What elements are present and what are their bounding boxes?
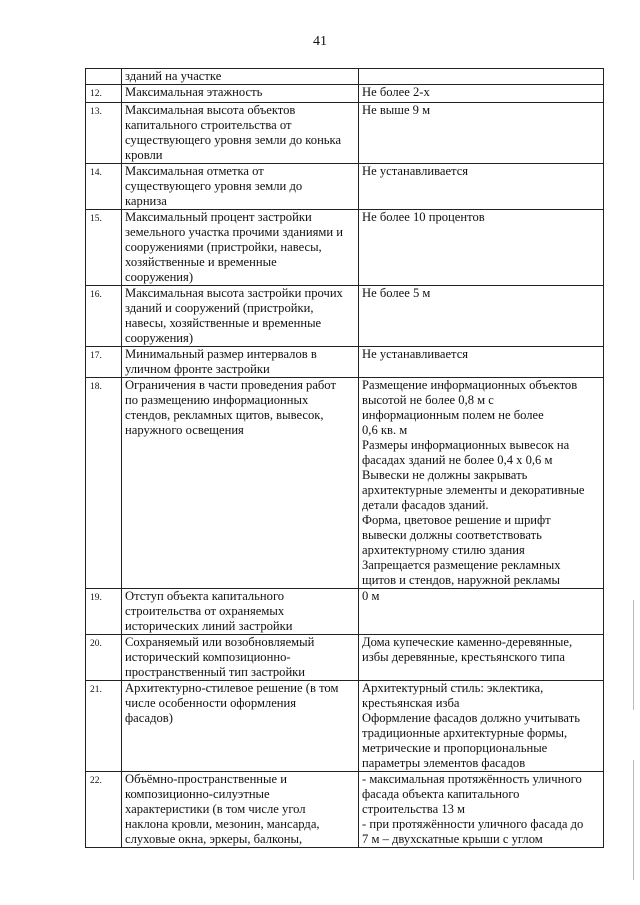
- table-row: [86, 210, 604, 286]
- parameter-text: зданий на участке: [125, 69, 222, 83]
- value-cell: [359, 772, 604, 848]
- value-text: Дома купеческие каменно-деревянные, избы деревянные, крестьянского типа: [362, 635, 573, 664]
- value-text: Не более 10 процентов: [362, 210, 485, 224]
- parameter-text: Ограничения в части проведения работ по размещению информационных стендов, рекламных щитов, вывесок, наружного освещения: [125, 378, 336, 437]
- table-row: [86, 772, 604, 848]
- value-text: - максимальная протяжённость уличного фасада объекта капитального строительства 13 м - при протяжённости уличного фасада до 7 м – двухскатные крыши с углом: [362, 772, 584, 846]
- value-cell: [359, 635, 604, 681]
- value-text: Не устанавливается: [362, 164, 469, 178]
- table-row: [86, 85, 604, 103]
- table-row: [86, 681, 604, 772]
- parameter-text: Максимальная высота застройки прочих зданий и сооружений (пристройки, навесы, хозяйственные и временные сооружения): [125, 286, 343, 345]
- parameter-cell: [122, 85, 359, 103]
- row-number: [86, 69, 122, 85]
- value-cell: [359, 286, 604, 347]
- row-number: 15.: [86, 210, 122, 286]
- value-cell: [359, 589, 604, 635]
- parameter-cell: [122, 210, 359, 286]
- page-number: 41: [313, 34, 327, 49]
- row-number: 14.: [86, 164, 122, 210]
- table-row: [86, 347, 604, 378]
- value-cell: [359, 378, 604, 589]
- value-cell: [359, 164, 604, 210]
- regulations-table: [85, 68, 604, 848]
- value-text: Не более 2-х: [362, 85, 430, 99]
- value-text: Не выше 9 м: [362, 103, 431, 117]
- scan-edge-mark: [633, 760, 634, 880]
- parameter-text: Архитектурно-стилевое решение (в том числе особенности оформления фасадов): [125, 681, 339, 725]
- parameter-cell: [122, 772, 359, 848]
- row-number: 19.: [86, 589, 122, 635]
- parameter-cell: [122, 589, 359, 635]
- parameter-cell: [122, 378, 359, 589]
- parameter-cell: [122, 635, 359, 681]
- parameter-text: Максимальная высота объектов капитального строительства от существующего уровня земли до конька кровли: [125, 103, 342, 162]
- value-cell: [359, 103, 604, 164]
- row-number: 12.: [86, 85, 122, 103]
- parameter-text: Сохраняемый или возобновляемый исторический композиционно- пространственный тип застройки: [125, 635, 315, 679]
- row-number: 16.: [86, 286, 122, 347]
- row-number: 22.: [86, 772, 122, 848]
- value-text: Размещение информационных объектов высотой не более 0,8 м с информационным полем не более 0,6 кв. м Размеры информационных вывесок на фасадах зданий не более 0,4 х 0,6 м Вывески не должны закрывать архитектурные элементы и декоративные детали фасадов зданий. Форма, цветовое решение и шрифт вывески должны соответствовать архитектурному стилю здания Запрещается размещение рекламных щитов и стендов, наружной рекламы: [362, 378, 585, 587]
- parameter-cell: [122, 69, 359, 85]
- parameter-text: Объёмно-пространственные и композиционно-силуэтные характеристики (в том числе угол наклона кровли, мезонин, мансарда, слуховые окна, эркеры, балконы,: [125, 772, 320, 846]
- value-cell: [359, 69, 604, 85]
- table-row: [86, 164, 604, 210]
- row-number: 18.: [86, 378, 122, 589]
- value-cell: [359, 85, 604, 103]
- table-row: [86, 103, 604, 164]
- parameter-cell: [122, 681, 359, 772]
- row-number: 20.: [86, 635, 122, 681]
- value-cell: [359, 210, 604, 286]
- value-text: Архитектурный стиль: эклектика, крестьянская изба Оформление фасадов должно учитывать традиционные архитектурные формы, метрические и пропорциональные параметры элементов фасадов: [362, 681, 580, 770]
- table-row: [86, 69, 604, 85]
- row-number: 13.: [86, 103, 122, 164]
- parameter-cell: [122, 164, 359, 210]
- row-number: 21.: [86, 681, 122, 772]
- value-text: Не более 5 м: [362, 286, 431, 300]
- table-row: [86, 378, 604, 589]
- parameter-text: Максимальная этажность: [125, 85, 263, 99]
- value-text: Не устанавливается: [362, 347, 469, 361]
- table-row: [86, 286, 604, 347]
- parameter-cell: [122, 347, 359, 378]
- value-text: 0 м: [362, 589, 380, 603]
- parameter-text: Максимальная отметка от существующего уровня земли до карниза: [125, 164, 303, 208]
- parameter-text: Отступ объекта капитального строительства от охраняемых исторических линий застройки: [125, 589, 293, 633]
- table-row: [86, 635, 604, 681]
- scan-edge-mark: [633, 600, 634, 710]
- value-cell: [359, 347, 604, 378]
- parameter-cell: [122, 286, 359, 347]
- table-row: [86, 589, 604, 635]
- parameter-text: Минимальный размер интервалов в уличном фронте застройки: [125, 347, 317, 376]
- row-number: 17.: [86, 347, 122, 378]
- parameter-cell: [122, 103, 359, 164]
- value-cell: [359, 681, 604, 772]
- parameter-text: Максимальный процент застройки земельного участка прочими зданиями и сооружениями (пристройки, навесы, хозяйственные и временные сооружения): [125, 210, 344, 284]
